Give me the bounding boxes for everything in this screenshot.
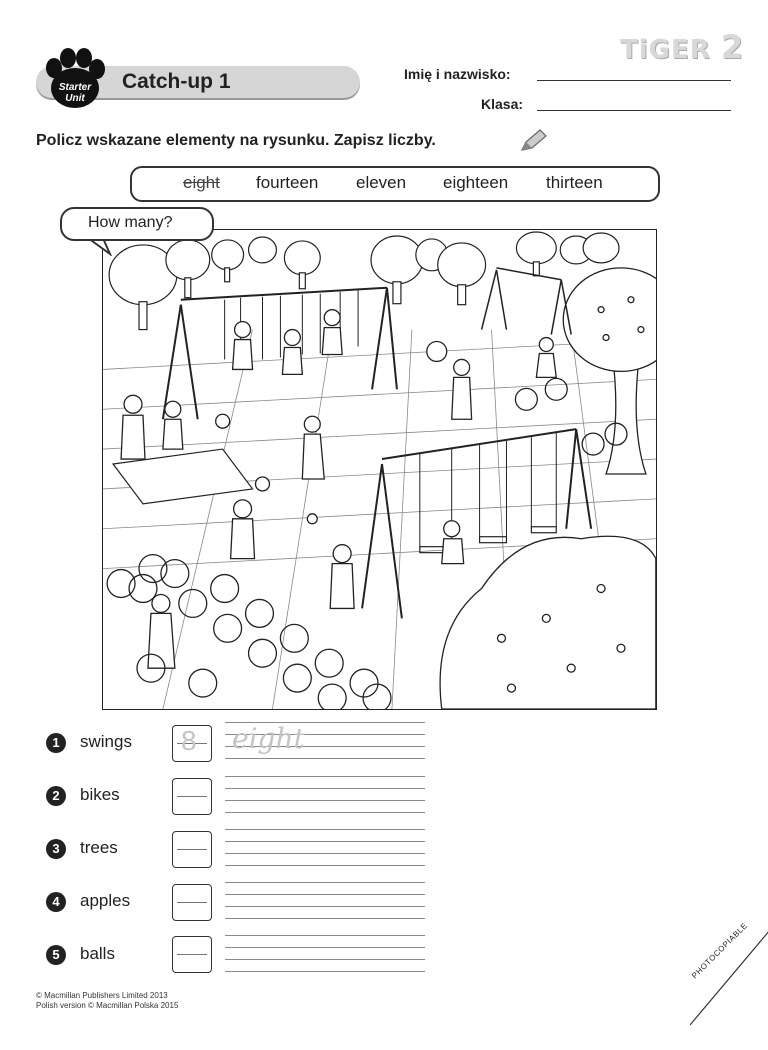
photocopiable-label: PHOTOCOPIABLE bbox=[690, 921, 750, 981]
word-bank-item: eight bbox=[183, 173, 220, 192]
question-number: 2 bbox=[46, 786, 66, 806]
answer-number-box[interactable] bbox=[172, 778, 212, 815]
word-bank-item: eighteen bbox=[443, 173, 509, 192]
question-number: 4 bbox=[46, 892, 66, 912]
class-label: Klasa: bbox=[481, 96, 524, 112]
unit-badge: Starter Unit bbox=[58, 82, 92, 104]
answer-number-box[interactable] bbox=[172, 884, 212, 921]
question-number: 5 bbox=[46, 945, 66, 965]
speech-bubble-text: How many? bbox=[88, 214, 173, 231]
pencil-icon bbox=[520, 128, 548, 152]
name-label: Imię i nazwisko: bbox=[404, 66, 511, 82]
page-corner bbox=[690, 930, 768, 1050]
question-number: 1 bbox=[46, 733, 66, 753]
word-bank-item: eleven bbox=[356, 173, 407, 192]
question-label: swings bbox=[80, 732, 132, 751]
question-label: trees bbox=[80, 838, 118, 857]
question-number: 3 bbox=[46, 839, 66, 859]
name-field[interactable] bbox=[537, 80, 731, 81]
answer-number-box[interactable] bbox=[172, 831, 212, 868]
answer-lines[interactable] bbox=[225, 882, 425, 930]
class-field[interactable] bbox=[537, 110, 731, 111]
page-title: Catch-up 1 bbox=[122, 70, 231, 93]
answer-lines[interactable] bbox=[225, 776, 425, 824]
copyright: © Macmillan Publishers Limited 2013 Polish version © Macmillan Polska 2015 bbox=[36, 991, 179, 1010]
answer-lines[interactable] bbox=[225, 935, 425, 983]
answer-word: eight bbox=[232, 722, 305, 755]
tiger-logo: TiGER 2 bbox=[620, 28, 745, 66]
answer-number: 8 bbox=[181, 725, 197, 756]
instruction-text: Policz wskazane elementy na rysunku. Zapisz liczby. bbox=[36, 132, 436, 149]
answer-number-box[interactable] bbox=[172, 936, 212, 973]
question-label: balls bbox=[80, 944, 115, 963]
word-bank-item: fourteen bbox=[256, 173, 319, 192]
word-bank-item: thirteen bbox=[546, 173, 603, 192]
park-illustration bbox=[102, 229, 657, 710]
question-label: apples bbox=[80, 891, 131, 910]
question-label: bikes bbox=[80, 785, 120, 804]
answer-lines[interactable] bbox=[225, 829, 425, 877]
